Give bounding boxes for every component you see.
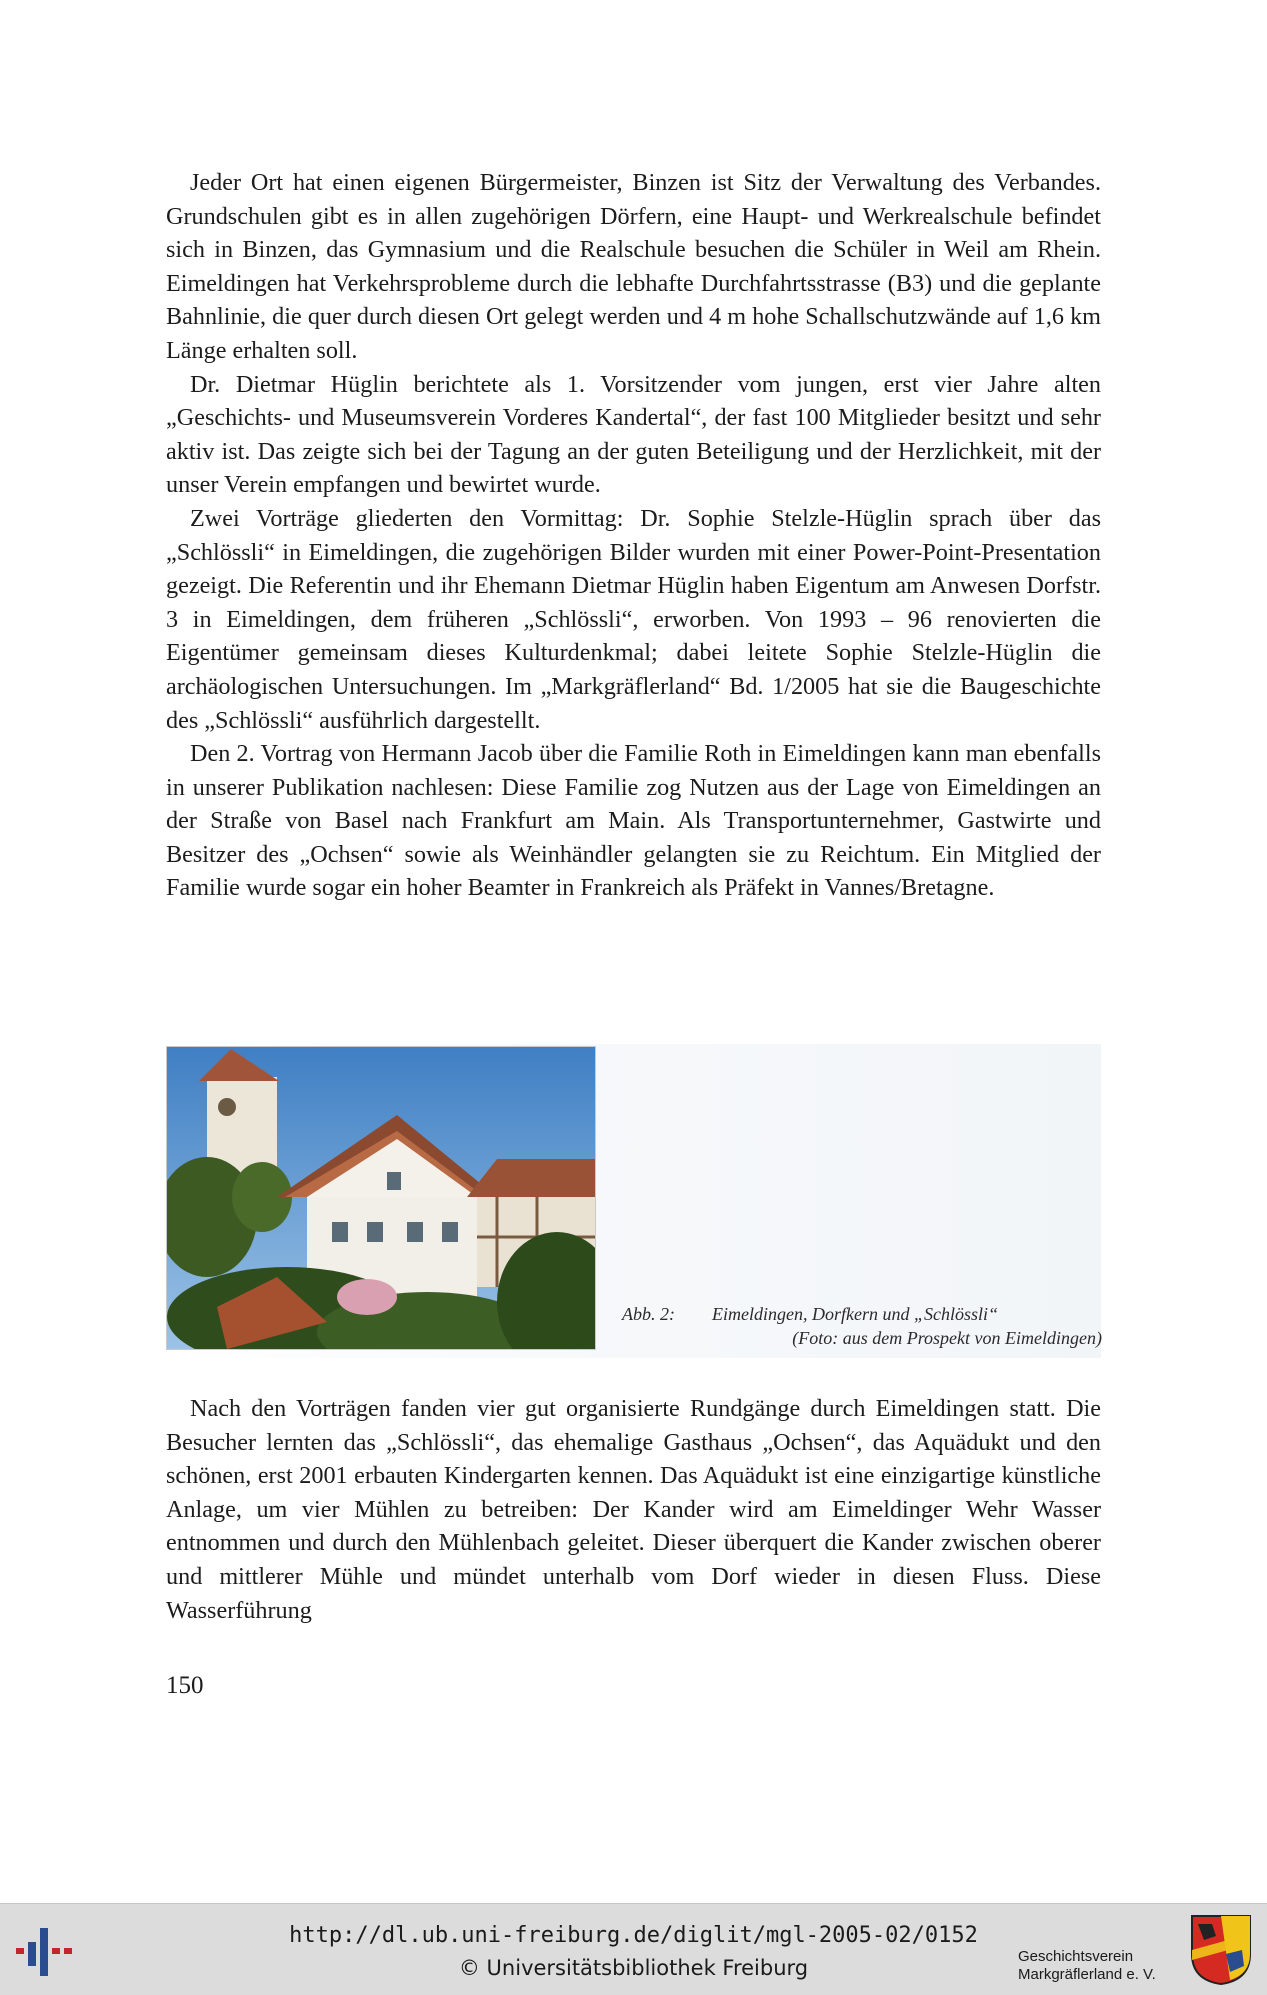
society-name — [1018, 1948, 1188, 1984]
paragraph: Dr. Dietmar Hüglin berichtete als 1. Vorsitzender vom jungen, erst vier Jahre alten „Geschichts- und Museumsverein Vorderes Kandertal“, der fast 100 Mitglieder besitzt und sehr aktiv ist. Das zeigte sich bei der Tagung an der guten Beteiligung und der Herzlichkeit, mit der unser Verein empfangen und bewirtet wurde. — [166, 370, 1101, 499]
figure-label: Abb. 2: — [622, 1304, 675, 1324]
caption-title: Eimeldingen, Dorfkern und „Schlössli“ — [712, 1304, 998, 1324]
caption-credit: (Foto: aus dem Prospekt von Eimeldingen) — [792, 1328, 1102, 1348]
page-number: 150 — [166, 1672, 204, 1699]
body-text-bottom — [166, 1392, 1101, 1627]
viewer-footer — [0, 1903, 1267, 1995]
society-name-line-2: Markgräflerland e. V. — [1018, 1966, 1156, 1983]
document-url-link[interactable]: http://dl.ub.uni-freiburg.de/diglit/mgl-2005-02/0152 — [289, 1923, 978, 1948]
paragraph: Zwei Vorträge gliederten den Vormittag: Dr. Sophie Stelzle-Hüglin sprach über das „Schlössli“ in Eimeldingen, die zugehörigen Bilder wurden mit einer Power-Point-Presentation gezeigt. Die Referentin und ihr Ehemann Dietmar Hüglin haben Eigentum am Anwesen Dorfstr. 3 in Eimeldingen, dem früheren „Schlössli“, erworben. Von 1993 – 96 renovierten die Eigentümer gemeinsam dieses Kulturdenkmal; dabei leitete Sophie Stelzle-Hüglin die archäologischen Untersuchungen. Im „Markgräflerland“ Bd. 1/2005 hat sie die Baugeschichte des „Schlössli“ ausführlich dargestellt. — [166, 504, 1101, 734]
village-photo — [166, 1046, 596, 1350]
society-name-line-1: Geschichtsverein — [1018, 1948, 1134, 1965]
paragraph: Den 2. Vortrag von Hermann Jacob über die Familie Roth in Eimeldingen kann man ebenfalls in unserer Publikation nachlesen: Diese Familie zog Nutzen aus der Lage von Eimeldingen an der Straße von Basel nach Frankfurt am Main. Als Transportunternehmer, Gastwirte und Besitzer des „Ochsen“ sowie als Weinhändler gelangten sie zu Reichtum. Ein Mitglied der Familie wurde sogar ein hoher Beamter in Frankreich als Präfekt in Vannes/Bretagne. — [166, 740, 1101, 902]
figure-caption — [622, 1302, 1102, 1350]
paragraph: Jeder Ort hat einen eigenen Bürgermeister, Binzen ist Sitz der Verwaltung des Verbandes. Grundschulen gibt es in allen zugehörigen Dörfern, eine Haupt- und Werkrealschule befindet sich in Binzen, das Gymnasium und die Realschule besuchen die Schüler in Weil am Rhein. Eimeldingen hat Verkehrsprobleme durch die lebhafte Durchfahrtsstrasse (B3) und die geplante Bahnlinie, die quer durch diesen Ort gelegt werden und 4 m hohe Schallschutzwände auf 1,6 km Länge erhalten soll. — [166, 169, 1101, 364]
body-text-top — [166, 166, 1101, 905]
caption-line-1 — [622, 1302, 1102, 1326]
paragraph: Nach den Vorträgen fanden vier gut organisierte Rundgänge durch Eimeldingen statt. Die Besucher lernten das „Schlössli“, das ehemalige Gasthaus „Ochsen“, das Aquädukt und den schönen, erst 2001 erbauten Kindergarten kennen. Das Aquädukt ist eine einzigartige künstliche Anlage, um vier Mühlen zu betreiben: Der Kander wird am Eimeldinger Wehr Wasser entnommen und durch den Mühlenbach geleitet. Dieser überquert die Kander zwischen oberer und mittlerer Mühle und mündet unterhalb vom Dorf wieder in diesen Fluss. Diese Wasserführung — [166, 1395, 1101, 1624]
copyright-text: © Universitätsbibliothek Freiburg — [458, 1956, 809, 1980]
coat-of-arms-icon — [1190, 1914, 1252, 1986]
